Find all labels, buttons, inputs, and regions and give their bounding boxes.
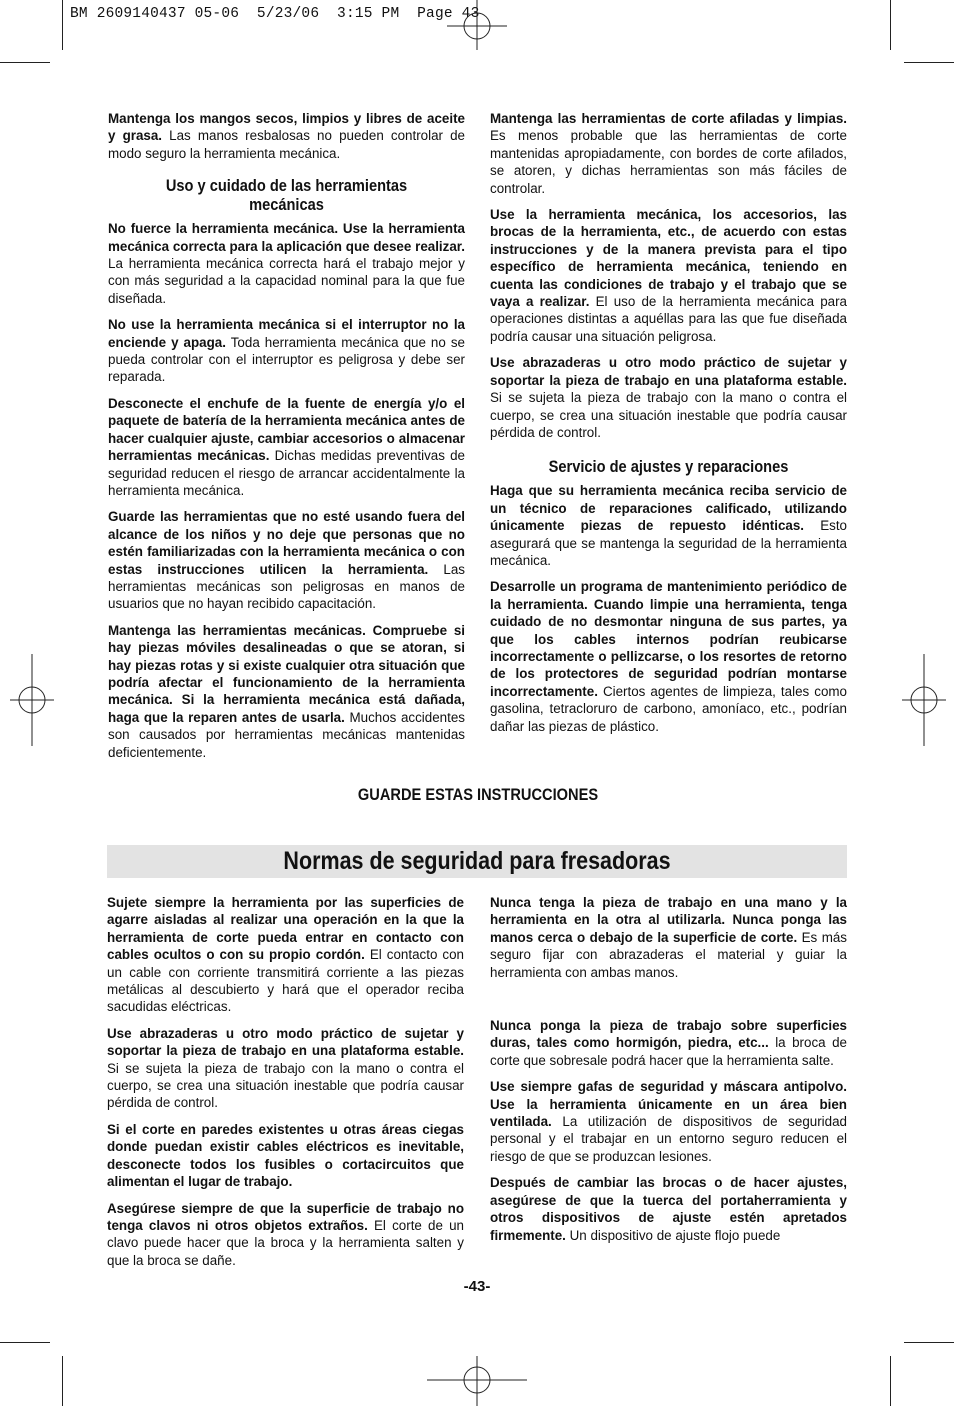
body-text: Es menos probable que las herramientas de corte mantenidas apropiadamente, con bordes de corte afilados, se atoren, y dichas herramientas son más fáciles de controlar. xyxy=(490,128,847,196)
bold-lead: Mantenga los mangos secos, limpios y libres de aceite y grasa. xyxy=(108,111,465,144)
bold-lead: Si el corte en paredes existentes u otras áreas ciegas donde puedan existir cables eléctricos es inevitable, desconecte todos los fusibles o cortacircuitos que alimentan el lugar de trabajo. xyxy=(107,1121,464,1190)
body-text: La utilización de dispositivos de seguridad personal y el trabajar en un entorno seguro reducen el riesgo de que se produzcan lesiones. xyxy=(490,1114,847,1164)
paragraph xyxy=(490,206,847,345)
body-text: Si se sujeta la pieza de trabajo con la mano o contra el cuerpo, se crea una situación inestable que podría causar pérdida de control. xyxy=(107,1060,464,1111)
registration-mark-bottom xyxy=(427,1356,527,1406)
body-text: El corte de un clavo puede hacer que la broca y la herramienta salten y que la broca se dañe. xyxy=(107,1217,465,1268)
section-heading-servicio: Servicio de ajustes y reparaciones xyxy=(548,457,789,477)
paragraph xyxy=(107,1025,464,1112)
paragraph xyxy=(490,894,847,981)
save-instructions-heading: GUARDE ESTAS INSTRUCCIONES xyxy=(357,785,599,804)
body-text: Ciertos agentes de limpieza, tales como gasolina, tetracloruro de carbono, amoníaco, etc., podrían dañar las piezas de plástico. xyxy=(490,683,847,734)
crop-mark-bottom-right-h xyxy=(904,1342,954,1343)
section-heading-uso-cuidado: Uso y cuidado de las herramientas mecánicas xyxy=(165,176,408,215)
registration-mark-right xyxy=(902,654,946,746)
bold-lead: Use siempre gafas de seguridad y máscara antipolvo. Use la herramienta únicamente en un área bien ventilada. xyxy=(490,1079,847,1130)
bold-lead: Mantenga las herramientas de corte afiladas y limpias. xyxy=(490,111,847,126)
body-text: Dichas medidas preventivas de seguridad reducen el riesgo de arrancar accidentalmente la herramienta mecánica. xyxy=(108,448,465,498)
bold-lead: Mantenga las herramientas mecánicas. Compruebe si hay piezas móviles desalineadas o que se atoran, si hay piezas rotas y si existe cualquier otra situación que podría afectar el funcionamiento de la herramienta mecánica. Si la herramienta mecánica está dañada, haga que la reparen antes de usarla. xyxy=(108,622,465,725)
paragraph xyxy=(490,1174,847,1244)
registration-mark-left xyxy=(10,654,54,746)
paragraph xyxy=(490,354,847,441)
bold-lead: Use abrazaderas u otro modo práctico de sujetar y soportar la pieza de trabajo en una plataforma estable. xyxy=(107,1025,464,1059)
paragraph xyxy=(107,1200,464,1270)
bold-lead: Asegúrese siempre de que la superficie de trabajo no tenga clavos ni otros objetos extraños. xyxy=(107,1200,464,1233)
paragraph xyxy=(490,1078,847,1165)
body-text: El uso de la herramienta mecánica para operaciones distintas a aquéllas para las que fue diseñada podría causar una situación peligrosa. xyxy=(490,294,847,344)
bold-lead: Después de cambiar las brocas o de hacer ajustes, asegúrese de que la tuerca del portaherramienta y otros dispositivos de ajuste estén apretados firmemente. xyxy=(490,1175,847,1243)
body-text: Las herramientas mecánicas son peligrosas en manos de usuarios que no hayan recibido capacitación. xyxy=(108,561,465,612)
paragraph xyxy=(490,578,847,735)
right-column-upper xyxy=(490,110,847,744)
registration-mark-top xyxy=(447,0,507,52)
paragraph xyxy=(108,395,465,499)
bold-lead: Desconecte el enchufe de la fuente de energía y/o el paquete de batería de la herramienta mecánica antes de hacer cualquier ajuste, cambiar accesorios o almacenar herramientas mecánicas. xyxy=(108,395,465,464)
body-text: Muchos accidentes son causados por herramientas mecánicas mantenidas deficientemente. xyxy=(108,709,465,760)
crop-mark-top-right-v xyxy=(890,0,891,50)
paragraph xyxy=(108,508,465,612)
paragraph xyxy=(490,482,847,569)
body-text: Esto asegurará que se mantenga la seguridad de la herramienta mecánica. xyxy=(490,518,847,568)
crop-mark-top-right-h xyxy=(904,62,954,63)
bold-lead: Nunca ponga la pieza de trabajo sobre superficies duras, tales como hormigón, piedra, etc... xyxy=(490,1018,847,1051)
crop-mark-bottom-left-h xyxy=(0,1342,50,1343)
paragraph xyxy=(108,110,465,162)
bold-lead: Guarde las herramientas que no esté usando fuera del alcance de los niños y no deje que personas que no estén familiarizadas con la herramienta mecánica o con estas instrucciones utilicen la herramienta. xyxy=(108,509,465,577)
crop-mark-top-left-h xyxy=(0,62,50,63)
bold-lead: Nunca tenga la pieza de trabajo en una mano y la herramienta en la otra al utilizarla. Nunca ponga las manos cerca o debajo de la superficie de corte. xyxy=(490,895,847,945)
right-column-lower xyxy=(490,894,847,1253)
crop-mark-bottom-left-v xyxy=(62,1356,63,1406)
paragraph xyxy=(108,316,465,386)
print-header: BM 2609140437 05-06 5/23/06 3:15 PM Page 43 xyxy=(70,6,480,22)
body-text: El contacto con un cable con corriente transmitirá corriente a las piezas metálicas al descubierto y hará que el operador reciba sacudidas eléctricas. xyxy=(107,947,465,1015)
paragraph xyxy=(107,1121,464,1191)
paragraph xyxy=(108,220,465,307)
body-text: Si se sujeta la pieza de trabajo con la mano o contra el cuerpo, se crea una situación inestable que podría causar pérdida de control. xyxy=(490,390,847,440)
bold-lead: No use la herramienta mecánica si el interruptor no la enciende y apaga. xyxy=(108,317,465,350)
crop-mark-bottom-right-v xyxy=(890,1356,891,1406)
page-number: -43- xyxy=(463,1278,491,1295)
body-text: Un dispositivo de ajuste flojo puede xyxy=(565,1227,781,1243)
paragraph xyxy=(490,110,847,197)
banner-title: Normas de seguridad para fresadoras xyxy=(283,847,671,875)
bold-lead: Sujete siempre la herramienta por las superficies de agarre aisladas al realizar una operación en la que la herramienta de corte pueda entrar en contacto con cables ocultos o con su propio cordón. xyxy=(107,895,464,963)
body-text: Las manos resbalosas no pueden controlar de modo seguro la herramienta mecánica. xyxy=(108,128,465,161)
body-text: la broca de corte que sobresale podrá hacer que la herramienta salte. xyxy=(490,1035,847,1068)
left-column-upper xyxy=(108,110,465,770)
body-text: Es más seguro fijar con abrazaderas el material y guiar la herramienta con ambas manos. xyxy=(490,929,847,980)
bold-lead: Use abrazaderas u otro modo práctico de sujetar y soportar la pieza de trabajo en una plataforma estable. xyxy=(490,355,847,388)
paragraph xyxy=(108,622,465,761)
left-column-lower xyxy=(107,894,464,1278)
paragraph xyxy=(490,1017,847,1069)
paragraph xyxy=(107,894,464,1016)
bold-lead: Desarrolle un programa de mantenimiento periódico de la herramienta. Cuando limpie una herramienta, tenga cuidado de no desmontar ninguna de sus partes, ya que los cables internos podrían reubicarse incorrectamente o pellizcarse, o los resortes de retorno de los protectores de seguridad podrían montarse incorrectamente. xyxy=(490,579,847,699)
crop-mark-top-left-v xyxy=(62,0,63,50)
section-banner xyxy=(107,845,847,878)
body-text: La herramienta mecánica correcta hará el trabajo mejor y con más seguridad a la capacidad nominal para la que fue diseñada. xyxy=(108,256,465,306)
body-text: Toda herramienta mecánica que no se pueda controlar con el interruptor es peligrosa y debe ser reparada. xyxy=(108,334,465,385)
bold-lead: Haga que su herramienta mecánica reciba servicio de un técnico de reparaciones calificado, utilizando únicamente piezas de repuesto idénticas. xyxy=(490,483,847,534)
bold-lead: No fuerce la herramienta mecánica. Use la herramienta mecánica correcta para la aplicación que desee realizar. xyxy=(108,221,465,254)
bold-lead: Use la herramienta mecánica, los accesorios, las brocas de la herramienta, etc., de acuerdo con estas instrucciones y de la manera prevista para el tipo específico de herramienta mecánica, teniendo en cuenta las condiciones de trabajo y el trabajo que se vaya a realizar. xyxy=(490,207,847,310)
